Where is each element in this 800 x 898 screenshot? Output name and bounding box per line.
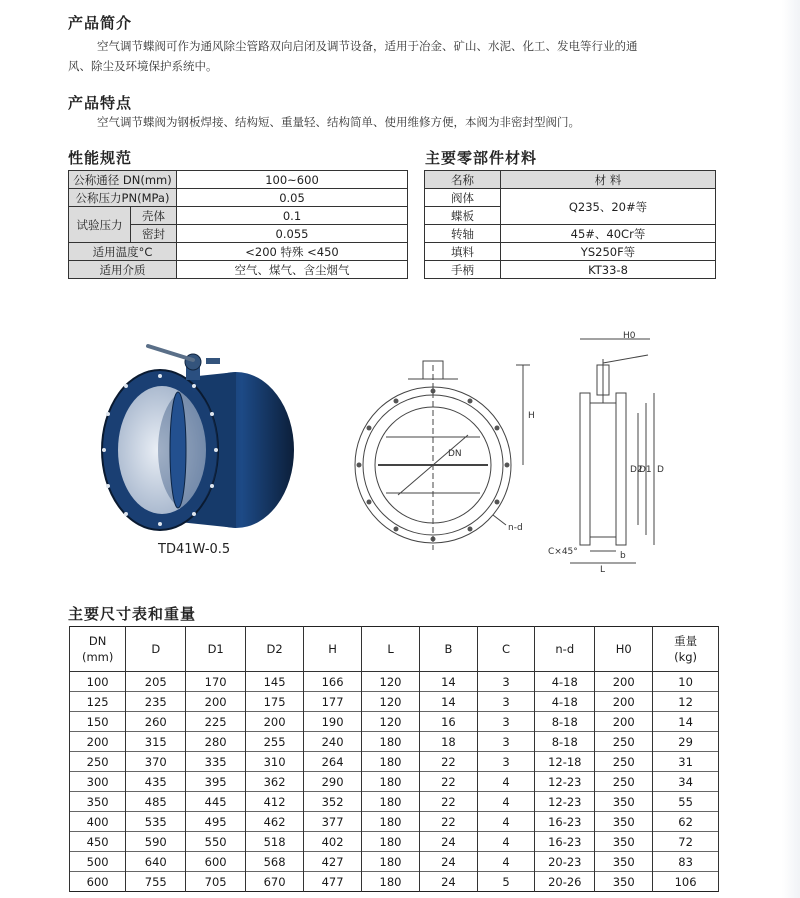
dimensions-header-3: D2 [246, 627, 304, 672]
table-cell: 755 [126, 872, 186, 892]
table-cell: 150 [70, 712, 126, 732]
table-cell: 180 [362, 872, 420, 892]
table-cell: 477 [304, 872, 362, 892]
table-cell: 4 [477, 812, 535, 832]
features-text: 空气调节蝶阀为钢板焊接、结构短、重量轻、结构简单、使用维修方便，本阀为非密封型阀门。 [97, 115, 580, 129]
table-cell: 310 [246, 752, 304, 772]
table-cell: 177 [304, 692, 362, 712]
table-cell: 200 [595, 672, 653, 692]
table-cell: 180 [362, 812, 420, 832]
table-cell: 225 [186, 712, 246, 732]
table-cell: 200 [595, 712, 653, 732]
spec-title: 性能规范 [68, 149, 133, 167]
dimensions-header-0: DN (mm) [70, 627, 126, 672]
table-cell: 600 [70, 872, 126, 892]
drawing-label-d2: D2 [630, 465, 643, 475]
materials-row-body [425, 189, 716, 207]
product-photo [68, 310, 318, 557]
table-row [70, 872, 719, 892]
table-cell: 535 [126, 812, 186, 832]
table-cell: 14 [420, 672, 478, 692]
table-cell: 350 [595, 792, 653, 812]
table-cell: 315 [126, 732, 186, 752]
table-cell: 16-23 [535, 832, 595, 852]
table-cell: 22 [420, 812, 478, 832]
features-title: 产品特点 [68, 94, 133, 112]
materials-title: 主要零部件材料 [425, 149, 538, 167]
table-cell: 3 [477, 692, 535, 712]
table-cell: 450 [70, 832, 126, 852]
materials-row-shaft [425, 225, 716, 243]
table-cell: 16-23 [535, 812, 595, 832]
materials-packing-value: YS250F等 [501, 243, 716, 261]
table-cell: 670 [246, 872, 304, 892]
materials-body-label: 阀体 [425, 189, 501, 207]
materials-header-row [425, 171, 716, 189]
table-cell: 120 [362, 692, 420, 712]
spec-test-label: 试验压力 [69, 207, 131, 243]
table-row [70, 852, 719, 872]
table-cell: 175 [246, 692, 304, 712]
product-model-label: TD41W-0.5 [158, 542, 231, 557]
table-cell: 255 [246, 732, 304, 752]
table-cell: 166 [304, 672, 362, 692]
table-cell: 427 [304, 852, 362, 872]
table-cell: 180 [362, 792, 420, 812]
spec-seal-label: 密封 [131, 225, 177, 243]
spec-row-media [69, 261, 408, 279]
table-cell: 180 [362, 852, 420, 872]
table-cell: 370 [126, 752, 186, 772]
table-cell: 12-23 [535, 772, 595, 792]
drawing-label-d: D [657, 465, 664, 475]
spec-media-value: 空气、煤气、含尘烟气 [177, 261, 408, 279]
table-cell: 590 [126, 832, 186, 852]
spec-row-pn [69, 189, 408, 207]
table-cell: 200 [246, 712, 304, 732]
table-cell: 180 [362, 752, 420, 772]
dimensions-header-row [70, 627, 719, 672]
table-cell: 260 [126, 712, 186, 732]
intro-line-1: 空气调节蝶阀可作为通风除尘管路双向启闭及调节设备，适用于冶金、矿山、水泥、化工、发电等行业的通 [97, 39, 638, 53]
table-cell: 600 [186, 852, 246, 872]
table-cell: 12 [653, 692, 719, 712]
table-cell: 235 [126, 692, 186, 712]
table-cell: 55 [653, 792, 719, 812]
table-cell: 22 [420, 772, 478, 792]
materials-name-header: 名称 [425, 171, 501, 189]
table-cell: 16 [420, 712, 478, 732]
dimensions-header-4: H [304, 627, 362, 672]
drawing-label-h0: H0 [623, 331, 636, 341]
table-cell: 462 [246, 812, 304, 832]
spec-row-dn [69, 171, 408, 189]
table-cell: 350 [595, 812, 653, 832]
table-cell: 435 [126, 772, 186, 792]
table-cell: 100 [70, 672, 126, 692]
table-cell: 190 [304, 712, 362, 732]
technical-drawing [348, 325, 678, 580]
dimensions-header-2: D1 [186, 627, 246, 672]
table-cell: 485 [126, 792, 186, 812]
materials-disc-label: 蝶板 [425, 207, 501, 225]
spec-pn-label: 公称压力PN(MPa) [69, 189, 177, 207]
table-cell: 250 [595, 732, 653, 752]
table-cell: 125 [70, 692, 126, 712]
intro-line-2: 风、除尘及环境保护系统中。 [68, 59, 218, 73]
spec-shell-value: 0.1 [177, 207, 408, 225]
table-cell: 62 [653, 812, 719, 832]
spec-media-label: 适用介质 [69, 261, 177, 279]
materials-shaft-label: 转轴 [425, 225, 501, 243]
table-row [70, 832, 719, 852]
table-cell: 3 [477, 712, 535, 732]
table-row [70, 712, 719, 732]
table-cell: 640 [126, 852, 186, 872]
spec-shell-label: 壳体 [131, 207, 177, 225]
table-row [70, 792, 719, 812]
materials-shaft-value: 45#、40Cr等 [501, 225, 716, 243]
dimensions-header-5: L [362, 627, 420, 672]
table-cell: 8-18 [535, 712, 595, 732]
drawing-label-l: L [600, 565, 606, 575]
table-cell: 250 [70, 752, 126, 772]
drawing-label-h: H [528, 411, 535, 421]
table-cell: 568 [246, 852, 304, 872]
intro-title: 产品简介 [68, 14, 133, 32]
table-cell: 395 [186, 772, 246, 792]
table-cell: 18 [420, 732, 478, 752]
table-cell: 200 [70, 732, 126, 752]
drawing-label-c: C×45° [548, 547, 578, 557]
spec-pn-value: 0.05 [177, 189, 408, 207]
table-cell: 200 [186, 692, 246, 712]
table-cell: 350 [70, 792, 126, 812]
table-cell: 120 [362, 672, 420, 692]
materials-material-header: 材 料 [501, 171, 716, 189]
table-cell: 34 [653, 772, 719, 792]
table-cell: 170 [186, 672, 246, 692]
table-cell: 290 [304, 772, 362, 792]
table-cell: 8-18 [535, 732, 595, 752]
table-cell: 31 [653, 752, 719, 772]
table-cell: 22 [420, 792, 478, 812]
table-row [70, 732, 719, 752]
spec-table [68, 170, 408, 279]
table-cell: 495 [186, 812, 246, 832]
dimensions-header-6: B [420, 627, 478, 672]
materials-table [424, 170, 716, 279]
table-cell: 362 [246, 772, 304, 792]
table-cell: 10 [653, 672, 719, 692]
table-cell: 264 [304, 752, 362, 772]
materials-handle-value: KT33-8 [501, 261, 716, 279]
table-cell: 412 [246, 792, 304, 812]
table-cell: 350 [595, 852, 653, 872]
table-cell: 705 [186, 872, 246, 892]
table-row [70, 812, 719, 832]
dimensions-header-8: n-d [535, 627, 595, 672]
table-row [70, 672, 719, 692]
table-cell: 20-26 [535, 872, 595, 892]
table-cell: 180 [362, 732, 420, 752]
table-cell: 240 [304, 732, 362, 752]
drawing-label-dn: DN [448, 449, 462, 459]
table-cell: 83 [653, 852, 719, 872]
materials-row-packing [425, 243, 716, 261]
table-cell: 445 [186, 792, 246, 812]
spec-dn-label: 公称通径 DN(mm) [69, 171, 177, 189]
table-cell: 280 [186, 732, 246, 752]
table-cell: 3 [477, 672, 535, 692]
table-cell: 300 [70, 772, 126, 792]
dimensions-table [69, 626, 719, 892]
table-cell: 72 [653, 832, 719, 852]
spec-seal-value: 0.055 [177, 225, 408, 243]
table-cell: 200 [595, 692, 653, 712]
table-cell: 500 [70, 852, 126, 872]
dimensions-header-7: C [477, 627, 535, 672]
drawing-label-d1: D1 [639, 465, 652, 475]
table-cell: 4 [477, 832, 535, 852]
table-row [70, 692, 719, 712]
table-cell: 14 [420, 692, 478, 712]
table-cell: 402 [304, 832, 362, 852]
spec-dn-value: 100~600 [177, 171, 408, 189]
table-cell: 4-18 [535, 672, 595, 692]
table-cell: 180 [362, 832, 420, 852]
table-row [70, 772, 719, 792]
drawing-label-b: b [620, 551, 626, 561]
table-cell: 5 [477, 872, 535, 892]
table-cell: 250 [595, 752, 653, 772]
dimensions-header-1: D [126, 627, 186, 672]
materials-row-handle [425, 261, 716, 279]
drawing-label-nd: n-d [508, 523, 523, 533]
table-cell: 24 [420, 872, 478, 892]
table-cell: 4-18 [535, 692, 595, 712]
table-cell: 400 [70, 812, 126, 832]
table-cell: 350 [595, 872, 653, 892]
dimensions-header-9: H0 [595, 627, 653, 672]
table-cell: 24 [420, 832, 478, 852]
materials-handle-label: 手柄 [425, 261, 501, 279]
table-cell: 550 [186, 832, 246, 852]
spec-temp-label: 适用温度°C [69, 243, 177, 261]
table-row [70, 752, 719, 772]
table-cell: 352 [304, 792, 362, 812]
table-cell: 3 [477, 752, 535, 772]
materials-body-disc-value: Q235、20#等 [501, 189, 716, 225]
table-cell: 377 [304, 812, 362, 832]
table-cell: 12-23 [535, 792, 595, 812]
table-cell: 20-23 [535, 852, 595, 872]
table-cell: 4 [477, 772, 535, 792]
table-cell: 335 [186, 752, 246, 772]
table-cell: 14 [653, 712, 719, 732]
spec-temp-value: <200 特殊 <450 [177, 243, 408, 261]
table-cell: 250 [595, 772, 653, 792]
dimensions-header-10: 重量 (kg) [653, 627, 719, 672]
table-cell: 24 [420, 852, 478, 872]
table-cell: 350 [595, 832, 653, 852]
spec-row-shell [69, 207, 408, 225]
table-cell: 3 [477, 732, 535, 752]
table-cell: 12-18 [535, 752, 595, 772]
table-cell: 145 [246, 672, 304, 692]
table-cell: 518 [246, 832, 304, 852]
table-cell: 4 [477, 852, 535, 872]
materials-packing-label: 填料 [425, 243, 501, 261]
spec-row-temp [69, 243, 408, 261]
table-cell: 180 [362, 772, 420, 792]
table-cell: 120 [362, 712, 420, 732]
dimensions-title: 主要尺寸表和重量 [68, 605, 197, 623]
page-edge [782, 0, 800, 898]
table-cell: 4 [477, 792, 535, 812]
table-cell: 29 [653, 732, 719, 752]
table-cell: 205 [126, 672, 186, 692]
table-cell: 106 [653, 872, 719, 892]
table-cell: 22 [420, 752, 478, 772]
